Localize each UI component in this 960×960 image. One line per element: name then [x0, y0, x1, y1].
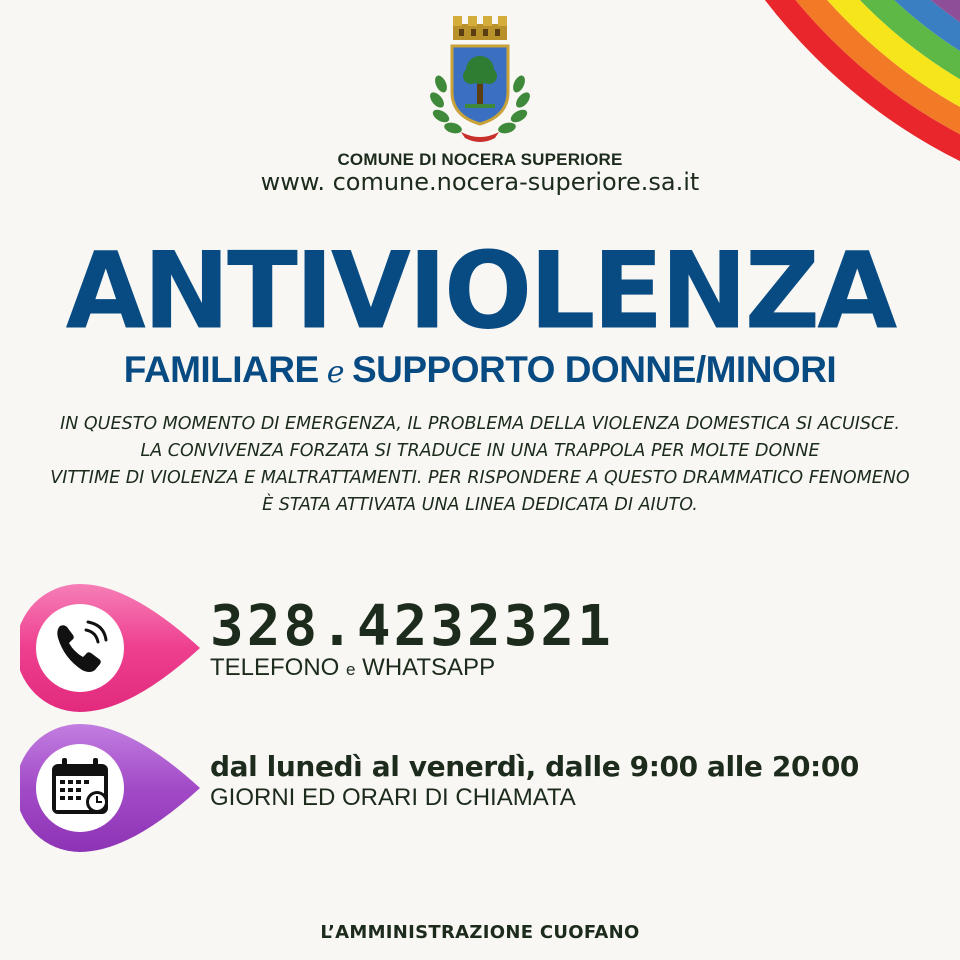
description-line: IN QUESTO MOMENTO DI EMERGENZA, IL PROBLEMA DELLA VIOLENZA DOMESTICA SI ACUISCE. [60, 414, 900, 434]
phone-label-conjunction: e [346, 660, 356, 679]
crest-icon [425, 12, 535, 147]
description-line: VITTIME DI VIOLENZA E MALTRATTAMENTI. PER RISPONDERE A QUESTO DRAMMATICO FENOMENO [50, 468, 910, 488]
description-line: LA CONVIVENZA FORZATA SI TRADUCE IN UNA TRAPPOLA PER MOLTE DONNE [140, 441, 820, 461]
phone-marker [20, 582, 210, 714]
org-website-url[interactable]: www. comune.nocera-superiore.sa.it [260, 168, 700, 196]
subtitle-part-1: FAMILIARE [123, 349, 319, 390]
calendar-icon [52, 758, 108, 814]
subtitle [0, 347, 960, 396]
phone-number[interactable]: 328.4232321 [210, 594, 614, 659]
main-title: ANTIVIOLENZA [65, 228, 895, 354]
phone-label [210, 654, 495, 682]
phone-label-part-1: TELEFONO [210, 654, 340, 681]
subtitle-conjunction: e [326, 355, 344, 390]
call-hours: dal lunedì al venerdì, dalle 9:00 alle 20:00 [210, 750, 859, 783]
phone-label-part-2: WHATSAPP [362, 654, 496, 681]
calendar-marker [20, 722, 210, 854]
subtitle-part-2: SUPPORTO DONNE/MINORI [351, 349, 837, 390]
description-line: È STATA ATTIVATA UNA LINEA DEDICATA DI AIUTO. [262, 495, 698, 515]
org-name: COMUNE DI NOCERA SUPERIORE [337, 150, 623, 169]
call-hours-label: GIORNI ED ORARI DI CHIAMATA [210, 784, 576, 811]
description-text [0, 411, 960, 519]
footer-signature: L’AMMINISTRAZIONE CUOFANO [320, 922, 640, 943]
